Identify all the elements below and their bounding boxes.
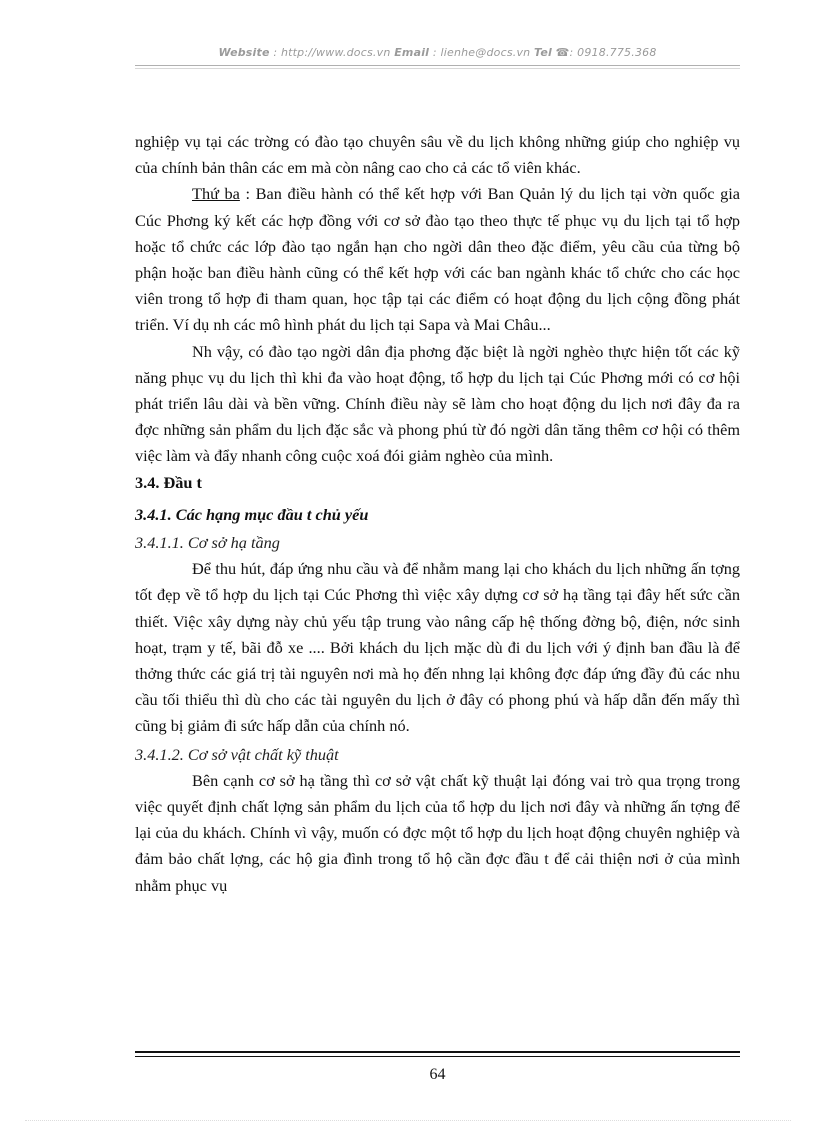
paragraph-2-lead: Thứ ba [192, 184, 240, 204]
page-header [135, 46, 740, 59]
paragraph-2-text: : Ban điều hành có thể kết hợp với Ban Quản lý du lịch tại vờn quốc gia Cúc Phơng ký kết các hợp đồng với cơ sở đào tạo theo thực tế phục vụ du lịch tại tổ hợp hoặc tổ chức các lớp đào tạo ngắn hạn cho ngời dân theo đặc điểm, yêu cầu của từng bộ phận hoặc ban điều hành cũng có thể kết hợp với các ban ngành khác tổ chức cho các học viên trong tổ hợp đi tham quan, học tập tại các điểm có hoạt động du lịch cộng đồng phát triển. Ví dụ nh các mô hình phát du lịch tại Sapa và Mai Châu... [135, 184, 740, 335]
paragraph-2 [135, 181, 740, 338]
page-number: 64 [429, 1066, 446, 1083]
paragraph-4: Để thu hút, đáp ứng nhu cầu và để nhằm mang lại cho khách du lịch những ấn tợng tốt đẹp về tổ hợp du lịch tại Cúc Phơng thì việc xây dựng cơ sở hạ tầng tại đây hết sức cần thiết. Việc xây dựng này chủ yếu tập trung vào nâng cấp hệ thống đờng bộ, điện, nớc sinh hoạt, trạm y tế, bãi đỗ xe .... Bởi khách du lịch mặc dù đi du lịch với ý định ban đầu là để thởng thức các giá trị tài nguyên nơi mà họ đến nhng lại không đợc đáp ứng đầy đủ các nhu cầu tối thiểu thì dù cho các tài nguyên du lịch ở đây có phong phú và hấp dẫn đến mấy thì cũng bị giảm đi sức hấp dẫn của chính nó. [135, 559, 740, 736]
footer-rule-secondary [135, 1056, 740, 1057]
email-label: Email [394, 46, 430, 59]
footer-rule [135, 1051, 740, 1053]
website-label: Website [218, 46, 270, 59]
paragraph-3: Nh vậy, có đào tạo ngời dân địa phơng đặc biệt là ngời nghèo thực hiện tốt các kỹ năng phục vụ du lịch thì khi đa vào hoạt động, tổ hợp du lịch tại Cúc Phơng mới có cơ hội phát triển lâu dài và bền vững. Chính điều này sẽ làm cho hoạt động du lịch nơi đây đa ra đợc những sản phẩm du lịch đặc sắc và phong phú từ đó ngời dân tăng thêm cơ hội có thêm việc làm và đẩy nhanh công cuộc xoá đói giảm nghèo của mình. [135, 341, 740, 466]
section-heading-3-4-1: 3.4.1. Các hạng mục đầu t chủ yếu [135, 504, 369, 524]
paragraph-5: Bên cạnh cơ sở hạ tầng thì cơ sở vật chất kỹ thuật lại đóng vai trò qua trọng trong việc quyết định chất lợng sản phẩm du lịch của tổ hợp du lịch nơi đây và những ấn tợng để lại của du khách. Chính vì vậy, muốn có đợc một tổ hợp du lịch hoạt động chuyên nghiệp và đảm bảo chất lợng, các hộ gia đình trong tổ hộ cần đợc đầu t để cải thiện nơi ở của mình nhằm phục vụ [135, 770, 740, 895]
section-heading-3-4: 3.4. Đầu t [135, 472, 202, 492]
tel-value: ☎: 0918.775.368 [555, 46, 657, 59]
paragraph-1: nghiệp vụ tại các trờng có đào tạo chuyên sâu về du lịch không những giúp cho nghiệp vụ của chính bản thân các em mà còn nâng cao cho cả các tổ viên khác. [135, 132, 740, 178]
header-rule [135, 65, 740, 66]
tel-label: Tel [534, 46, 552, 59]
email-value[interactable]: : lienhe@docs.vn [432, 46, 531, 59]
website-value[interactable]: : http://www.docs.vn [273, 46, 391, 59]
page-bottom-border [25, 1120, 791, 1121]
header-rule-secondary [135, 68, 740, 69]
section-heading-3-4-1-2: 3.4.1.2. Cơ sở vật chất kỹ thuật [135, 744, 339, 764]
document-body [135, 129, 740, 899]
section-heading-3-4-1-1: 3.4.1.1. Cơ sở hạ tầng [135, 533, 280, 553]
